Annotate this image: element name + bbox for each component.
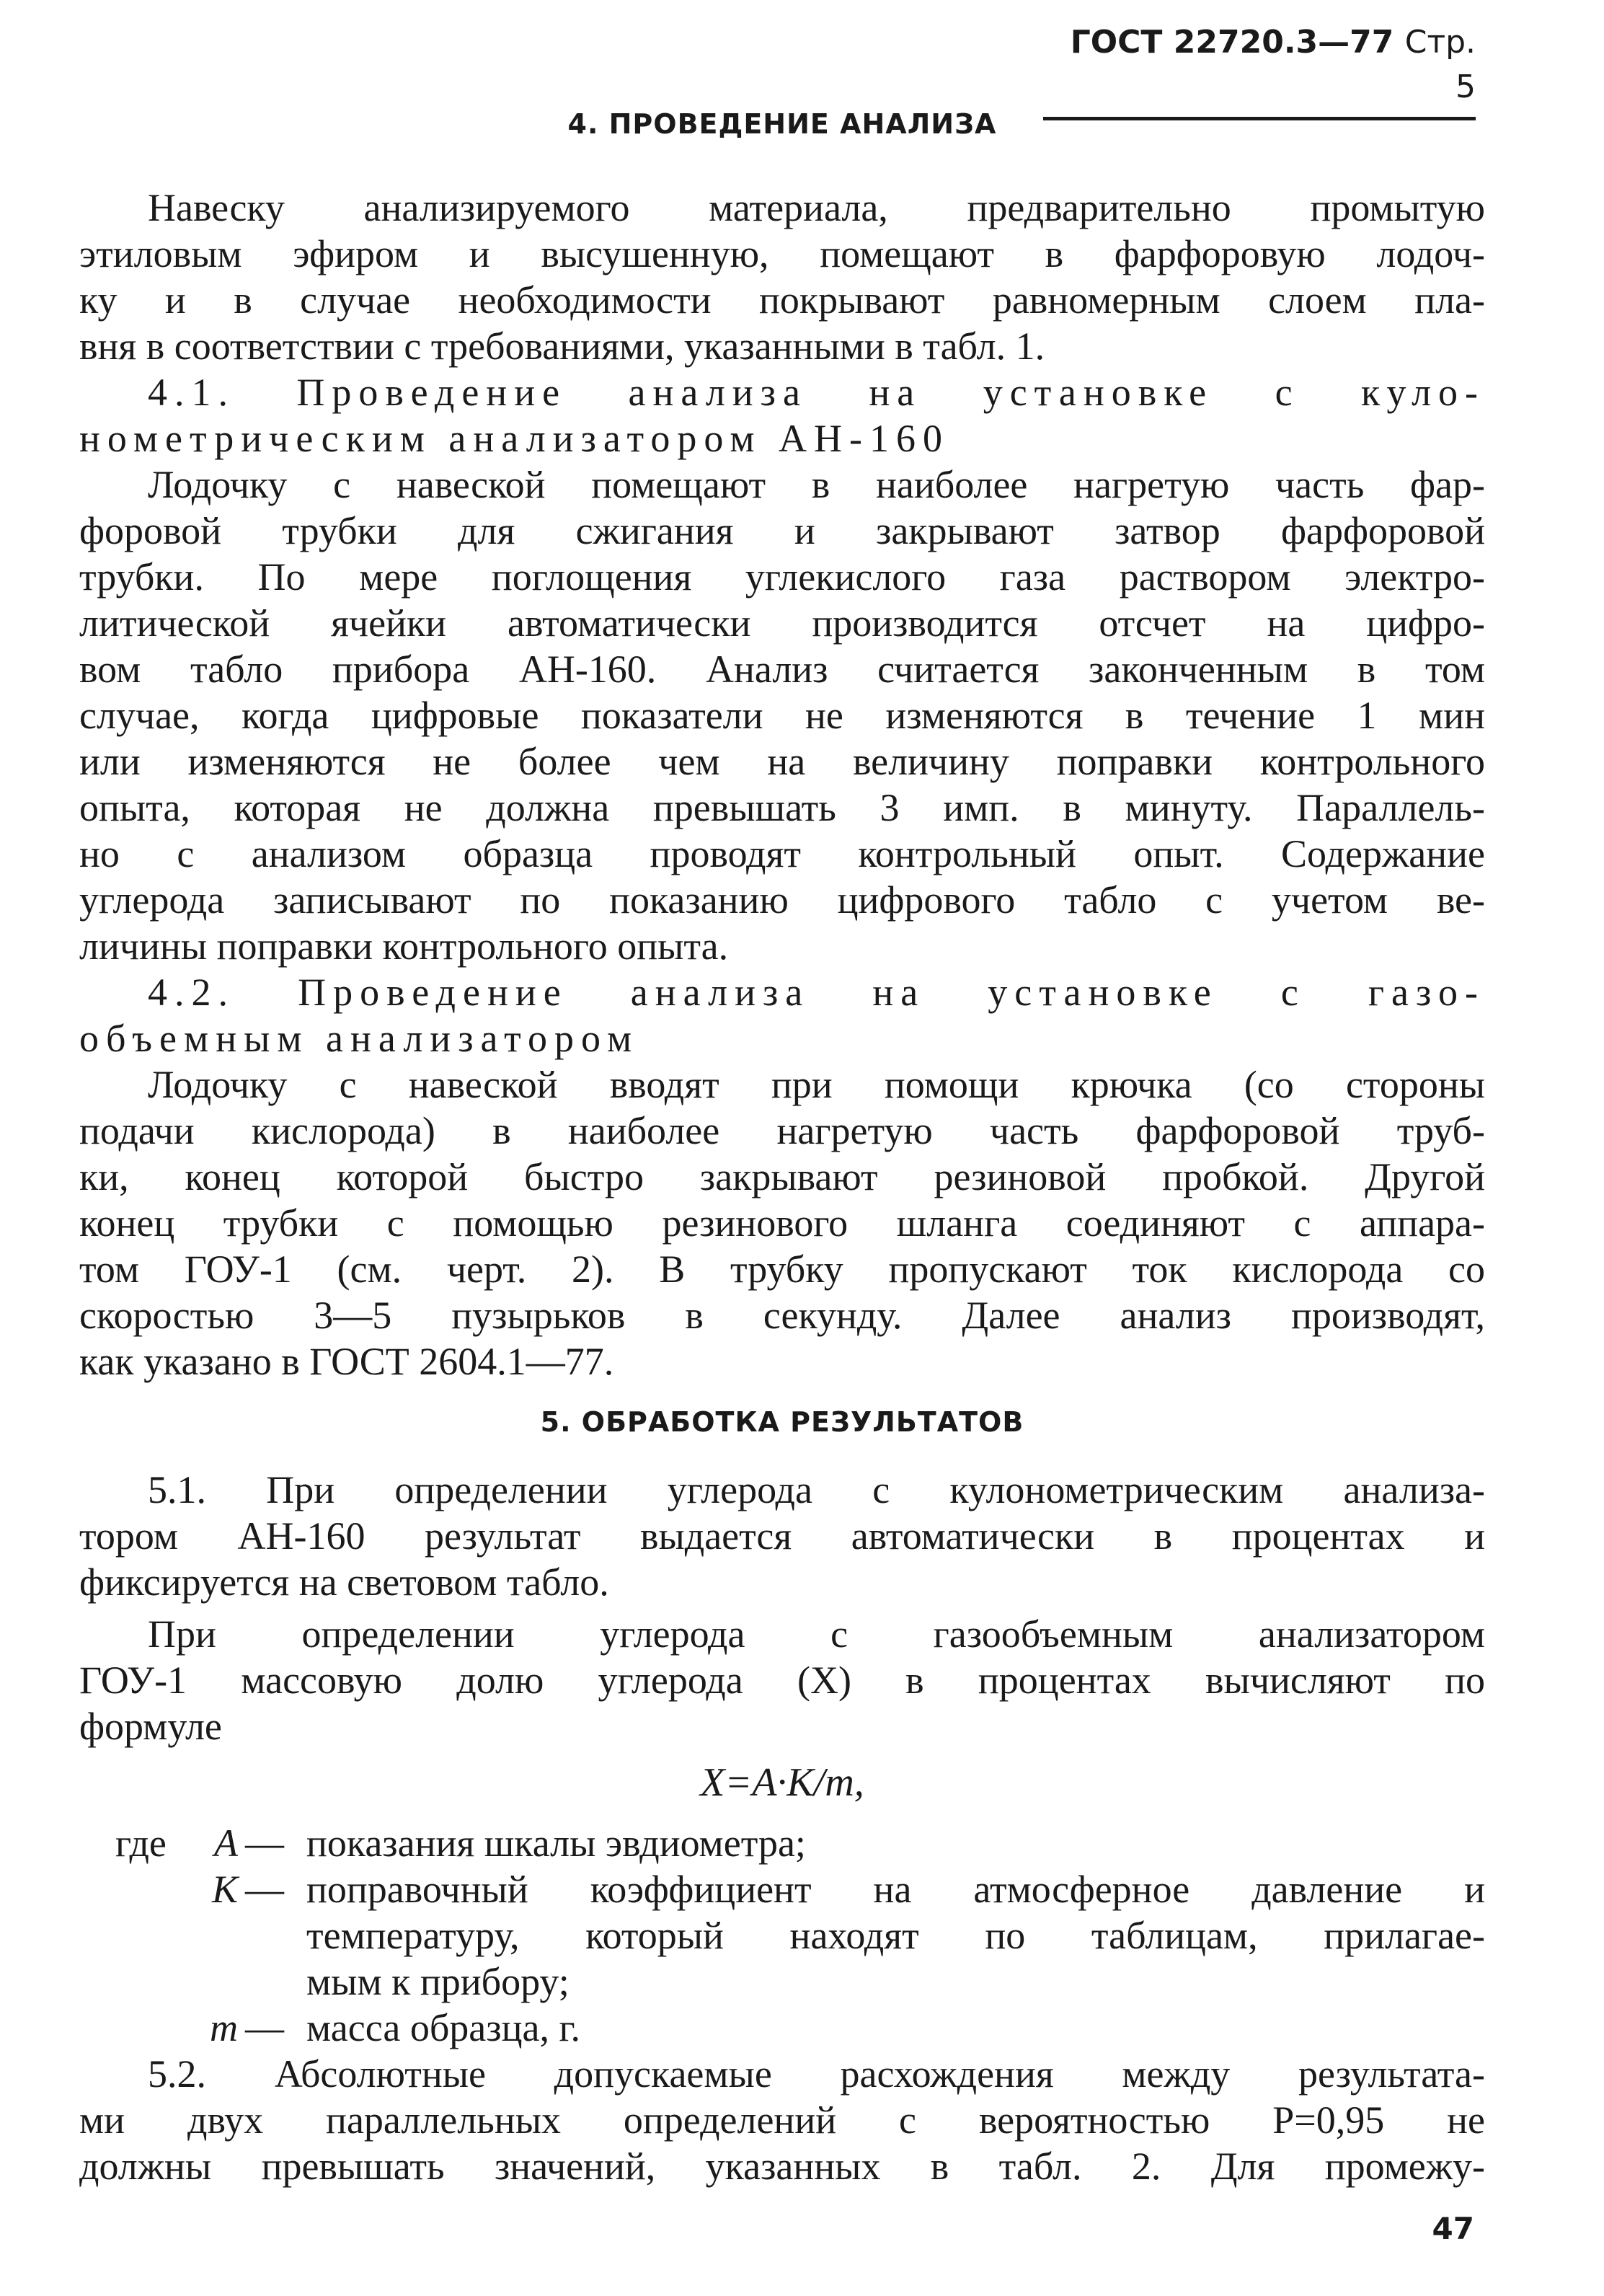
running-header — [1043, 20, 1476, 120]
dash: — — [245, 2006, 284, 2049]
text-line: вом табло прибора АН-160. Анализ считается законченным в том — [79, 648, 1485, 691]
text-line: 5.1. При определении углерода с кулонометрическим анализа- — [148, 1468, 1485, 1511]
dash: — — [245, 1822, 284, 1865]
definition-line: температуру, который находят по таблицам, прилагае- — [306, 1914, 1485, 1957]
definition-line: мым к прибору; — [306, 1960, 570, 2003]
text-line: Лодочку с навеской помещают в наиболее нагретую часть фар- — [148, 463, 1485, 506]
text-line: трубки. По мере поглощения углекислого газа раствором электро- — [79, 555, 1485, 599]
text-line: этиловым эфиром и высушенную, помещают в фарфоровую лодоч- — [79, 232, 1485, 275]
text-line: ки, конец которой быстро закрывают резиновой пробкой. Другой — [79, 1155, 1485, 1198]
page-number: 47 — [1432, 2211, 1474, 2246]
text-line: личины поправки контрольного опыта. — [79, 924, 729, 968]
where-label: где — [115, 1822, 167, 1865]
symbol-k: K — [211, 1868, 238, 1911]
standard-number: ГОСТ 22720.3—77 — [1070, 24, 1394, 61]
text-line: ми двух параллельных определений с вероятностью P=0,95 не — [79, 2098, 1485, 2142]
text-line: 5.2. Абсолютные допускаемые расхождения между результата- — [148, 2052, 1485, 2096]
text-line: вня в соответствии с требованиями, указанными в табл. 1. — [79, 324, 1045, 368]
section-4-title: 4. ПРОВЕДЕНИЕ АНАЛИЗА — [567, 108, 997, 140]
text-line: углерода записывают по показанию цифрового табло с учетом ве- — [79, 878, 1485, 922]
header-page-label: Стр. 5 — [1404, 24, 1476, 105]
symbol-m: m — [210, 2006, 238, 2049]
text-line: Навеску анализируемого материала, предварительно промытую — [148, 186, 1485, 229]
text-line: но с анализом образца проводят контрольный опыт. Содержание — [79, 832, 1485, 875]
text-line: том ГОУ-1 (см. черт. 2). В трубку пропускают ток кислорода со — [79, 1248, 1485, 1291]
text-line: опыта, которая не должна превышать 3 имп. в минуту. Параллель- — [79, 786, 1485, 829]
subsection-4-2-heading: 4.2. Проведение анализа на установке с газо- — [148, 971, 1485, 1014]
text-line: Лодочку с навеской вводят при помощи крючка (со стороны — [148, 1063, 1485, 1106]
subsection-4-1-heading: 4.1. Проведение анализа на установке с куло- — [148, 371, 1485, 414]
section-5-title: 5. ОБРАБОТКА РЕЗУЛЬТАТОВ — [540, 1406, 1024, 1438]
text-line: ГОУ-1 массовую долю углерода (X) в процентах вычисляют по — [79, 1659, 1485, 1702]
definition-line: показания шкалы эвдиометра; — [306, 1822, 806, 1865]
subsection-4-1-heading: нометрическим анализатором АН-160 — [79, 417, 949, 460]
symbol-a: A — [214, 1822, 238, 1865]
text-line: форовой трубки для сжигания и закрывают затвор фарфоровой — [79, 509, 1485, 552]
dash: — — [245, 1868, 284, 1911]
text-line: случае, когда цифровые показатели не изменяются в течение 1 мин — [79, 694, 1485, 737]
definition-line: масса образца, г. — [306, 2006, 581, 2049]
text-line: тором АН-160 результат выдается автоматически в процентах и — [79, 1514, 1485, 1558]
text-line: должны превышать значений, указанных в табл. 2. Для промежу- — [79, 2145, 1485, 2188]
subsection-4-2-heading: объемным анализатором — [79, 1017, 639, 1060]
text-line: как указано в ГОСТ 2604.1—77. — [79, 1340, 614, 1383]
text-line: конец трубки с помощью резинового шланга соединяют с аппара- — [79, 1201, 1485, 1245]
text-line: литической ячейки автоматически производится отсчет на цифро- — [79, 601, 1485, 645]
text-line: подачи кислорода) в наиболее нагретую часть фарфоровой труб- — [79, 1109, 1485, 1152]
text-line: При определении углерода с газообъемным анализатором — [148, 1612, 1485, 1656]
text-line: или изменяются не более чем на величину поправки контрольного — [79, 740, 1485, 783]
text-line: формуле — [79, 1705, 222, 1748]
text-line: скоростью 3—5 пузырьков в секунду. Далее анализ производят, — [79, 1294, 1485, 1337]
text-line: фиксируется на световом табло. — [79, 1560, 609, 1604]
formula: X=A·K/m, — [700, 1760, 864, 1805]
text-line: ку и в случае необходимости покрывают равномерным слоем пла- — [79, 278, 1485, 322]
definition-line: поправочный коэффициент на атмосферное давление и — [306, 1868, 1485, 1911]
